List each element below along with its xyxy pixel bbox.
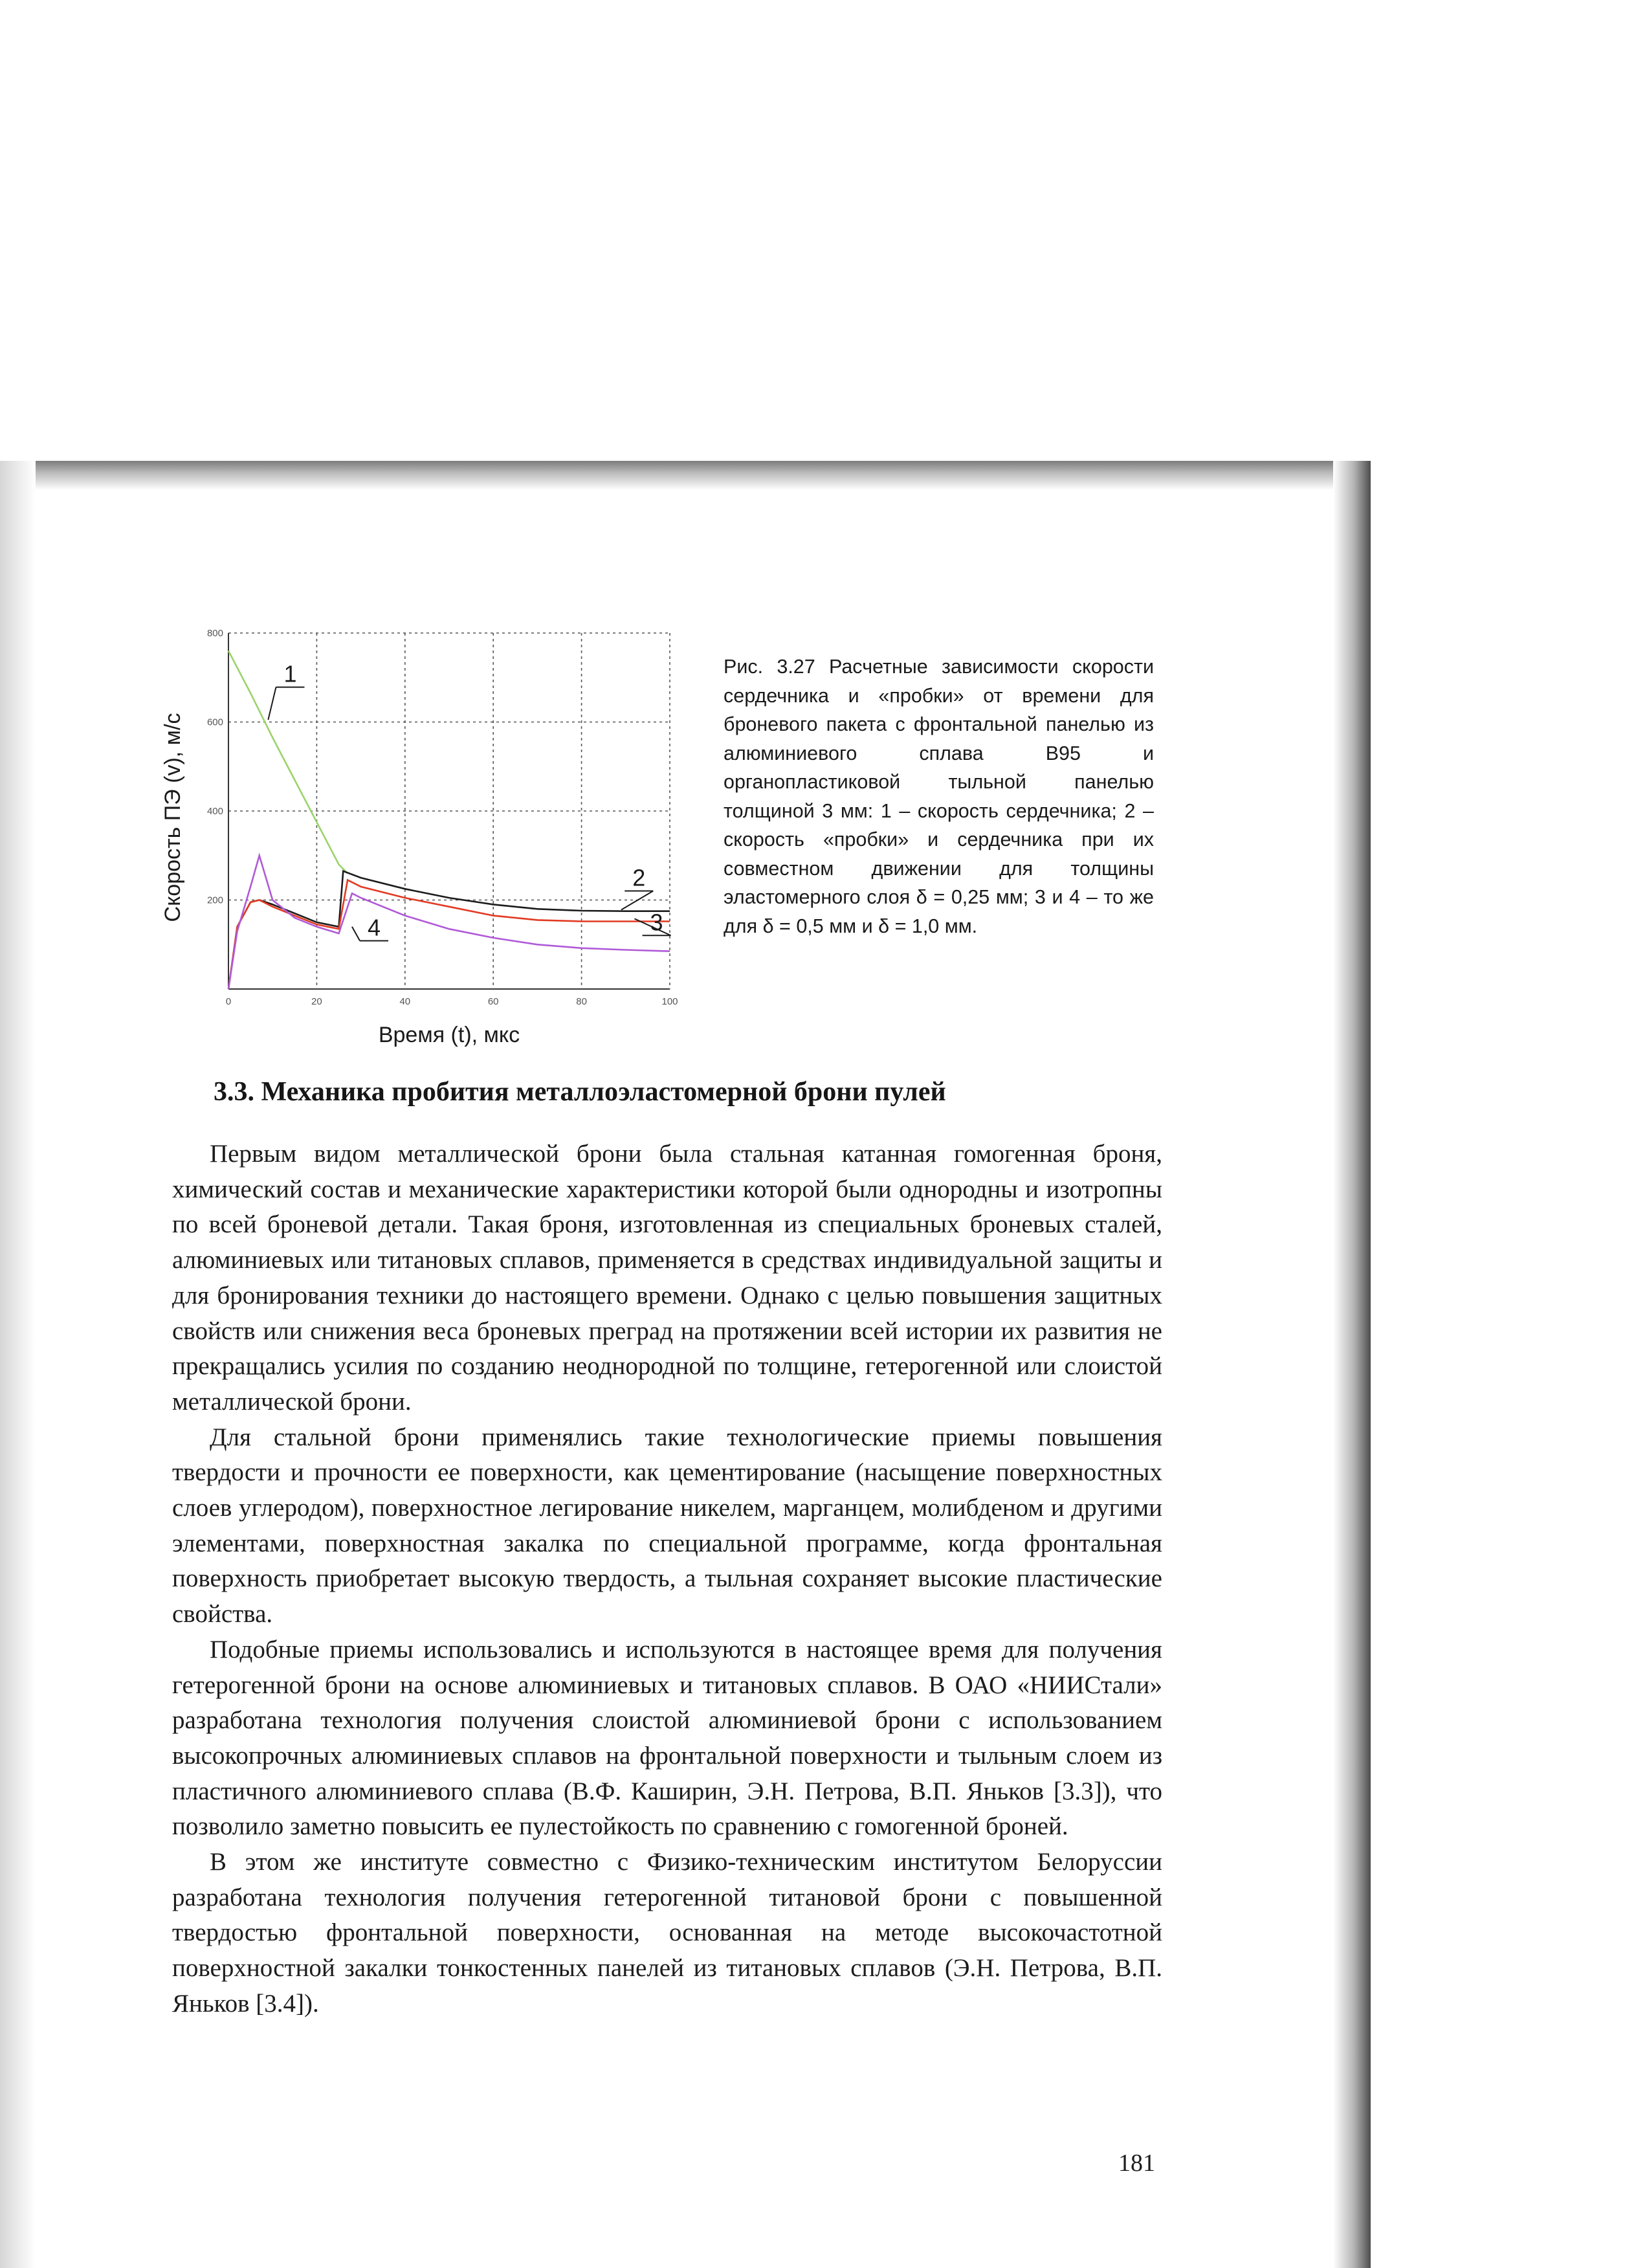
page-gutter-shade (0, 461, 36, 2268)
series-line-4 (228, 856, 670, 989)
x-tick-label: 0 (225, 996, 232, 1007)
curve-label-leader (352, 927, 360, 941)
figure-caption: Рис. 3.27 Расчетные зависимости скорости сердечника и «пробки» от времени для броневого пакета с фронтальной панелью из алюминиевого сплава В95 и органопластиковой тыльной панелью толщиной 3 мм: 1 – скорость сердечника; 2 – скорость «пробки» и сердечника при их совместном движении для толщины эластомерного слоя δ = 0,25 мм; 3 и 4 – то же для δ = 0,5 мм и δ = 1,0 мм. (724, 656, 1154, 937)
x-tick-label: 60 (487, 996, 499, 1007)
x-tick-label: 40 (399, 996, 411, 1007)
y-tick-label: 800 (206, 628, 223, 639)
figure-chart (155, 621, 699, 1049)
paragraph: Для стальной брони применялись такие технологические приемы повышения твердости и прочности ее поверхности, как цементирование (насыщение поверхностных слоев углеродом), поверхностное легирование никелем, марганцем, молибденом и другими элементами, поверхностная закалка по специальной программе, когда фронтальная поверхность приобретает высокую твердость, а тыльная сохраняет высокие пластические свойства. (172, 1423, 1162, 1629)
x-tick-label: 100 (661, 996, 678, 1007)
body-text (172, 1137, 1162, 2022)
x-tick-label: 80 (576, 996, 587, 1007)
y-tick-label: 400 (206, 806, 223, 817)
curve-label-1: 1 (283, 660, 297, 687)
curve-label-leader (268, 687, 276, 720)
scan-shadow-top (0, 461, 1369, 490)
series-line-2 (228, 871, 670, 989)
curve-label-3: 3 (650, 909, 663, 936)
page-number: 181 (1118, 2150, 1155, 2177)
page-edge-shadow (1333, 461, 1371, 2268)
chart-svg (155, 621, 699, 1049)
x-tick-label: 20 (311, 996, 322, 1007)
paragraph: Подобные приемы использовались и используются в настоящее время для получения гетерогенной брони на основе алюминиевых и титановых сплавов. В ОАО «НИИСтали» разработана технология получения слоистой алюминиевой брони с использованием высокопрочных алюминиевых сплавов на фронтальной поверхности и тыльным слоем из пластичного алюминиевого сплава (В.Ф. Каширин, Э.Н. Петрова, В.П. Яньков [3.3]), что позволило заметно повысить ее пулестойкость по сравнению с гомогенной броней. (172, 1635, 1162, 1841)
y-tick-label: 200 (206, 895, 223, 906)
curve-label-2: 2 (632, 864, 646, 891)
curve-label-4: 4 (368, 914, 381, 941)
series-line-3 (228, 880, 670, 989)
x-axis-label: Время (t), мкс (378, 1023, 520, 1047)
paragraph: В этом же институте совместно с Физико-техническим институтом Белоруссии разработана технология получения гетерогенной титановой брони с повышенной твердостью фронтальной поверхности, основанная на методе высокочастотной поверхностной закалки тонкостенных панелей из титановых сплавов (Э.Н. Петрова, В.П. Яньков [3.4]). (172, 1848, 1162, 2018)
section-title: 3.3. Механика пробития металлоэластомерной брони пулей (214, 1077, 946, 1107)
y-axis-label: Скорость ПЭ (v), м/с (160, 713, 185, 922)
y-tick-label: 600 (206, 717, 223, 728)
paragraph: Первым видом металлической брони была стальная катанная гомогенная броня, химический состав и механические характеристики которой были однородны и изотропны по всей броневой детали. Такая броня, изготовленная из специальных броневых сталей, алюминиевых или титановых сплавов, применяется в средствах индивидуальной защиты и для бронирования техники до настоящего времени. Однако с целью повышения защитных свойств или снижения веса броневых преград на протяжении всей истории их развития не прекращались усилия по созданию неоднородной по толщине, гетерогенной или слоистой металлической брони. (172, 1140, 1162, 1416)
